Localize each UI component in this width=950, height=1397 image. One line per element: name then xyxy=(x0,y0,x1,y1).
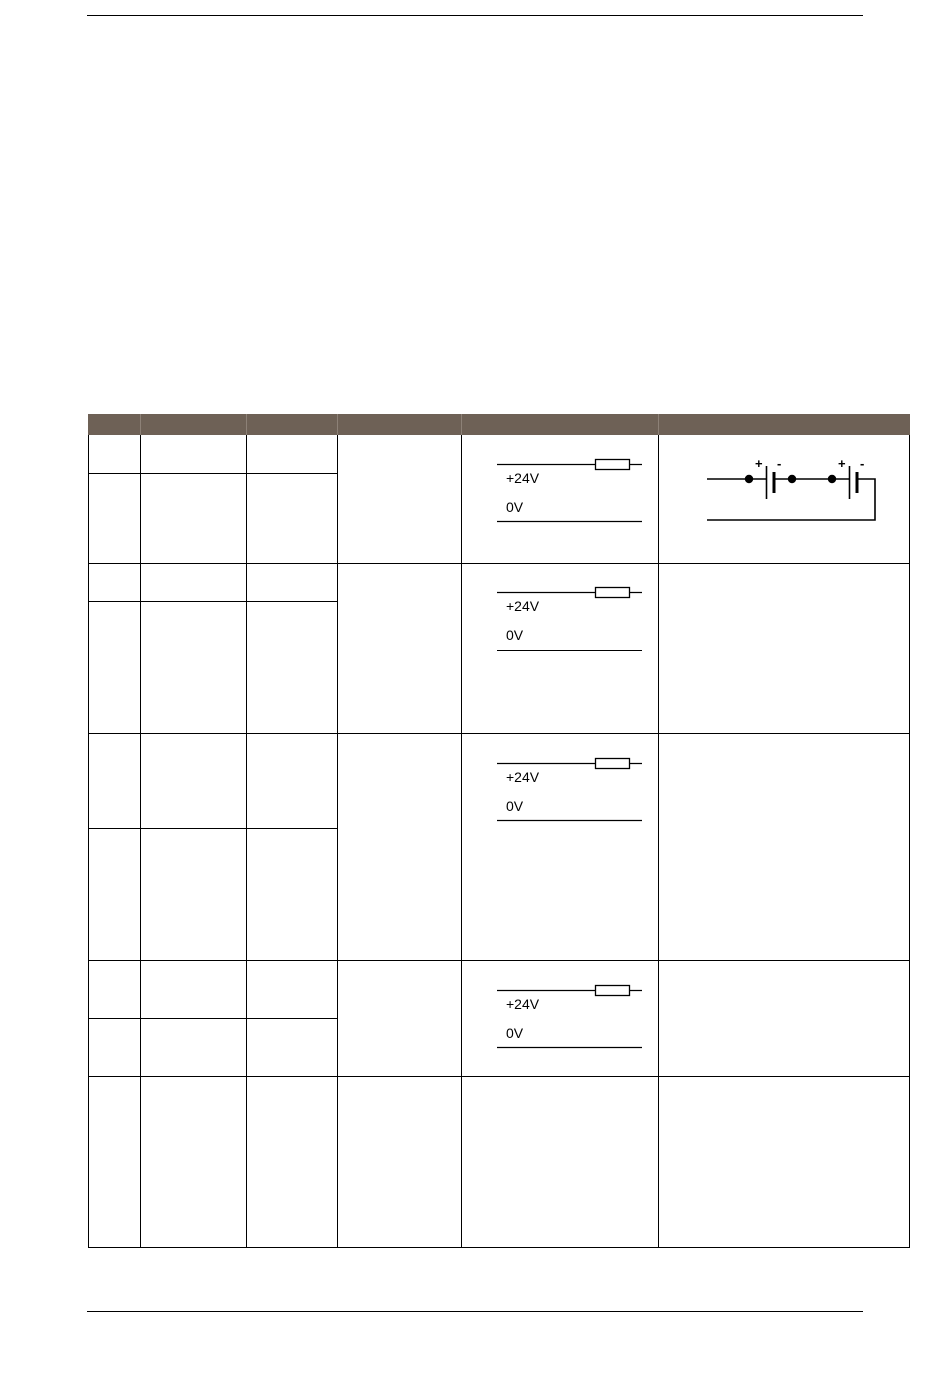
minus-sign: - xyxy=(860,456,865,471)
column-divider xyxy=(658,435,659,1248)
label-24v: +24V xyxy=(506,996,540,1012)
table-border-left xyxy=(88,435,89,1248)
label-0v: 0V xyxy=(506,627,524,643)
row-separator xyxy=(88,733,910,734)
row-separator xyxy=(88,960,910,961)
table-header-row xyxy=(88,414,910,435)
header-rule xyxy=(87,15,863,16)
column-divider xyxy=(140,435,141,1248)
header-divider xyxy=(658,414,659,435)
plus-sign: + xyxy=(838,456,846,471)
subrow-separator xyxy=(88,828,337,829)
subrow-separator xyxy=(88,1018,337,1019)
label-24v: +24V xyxy=(506,769,540,785)
column-divider xyxy=(337,435,338,1248)
column-divider xyxy=(461,435,462,1248)
row-separator xyxy=(88,1076,910,1077)
header-divider xyxy=(337,414,338,435)
column-divider xyxy=(246,435,247,1248)
label-24v: +24V xyxy=(506,598,540,614)
table-border-right xyxy=(909,435,910,1248)
header-divider xyxy=(246,414,247,435)
header-divider xyxy=(140,414,141,435)
label-24v: +24V xyxy=(506,470,540,486)
plus-sign: + xyxy=(755,456,763,471)
row-separator xyxy=(88,563,910,564)
label-0v: 0V xyxy=(506,798,524,814)
header-divider xyxy=(461,414,462,435)
supply-lines-icon xyxy=(0,0,1,1)
table-border-bottom xyxy=(88,1247,910,1248)
subrow-separator xyxy=(88,473,337,474)
label-0v: 0V xyxy=(506,499,524,515)
minus-sign: - xyxy=(777,456,782,471)
label-0v: 0V xyxy=(506,1025,524,1041)
subrow-separator xyxy=(88,601,337,602)
footer-rule xyxy=(87,1311,863,1312)
